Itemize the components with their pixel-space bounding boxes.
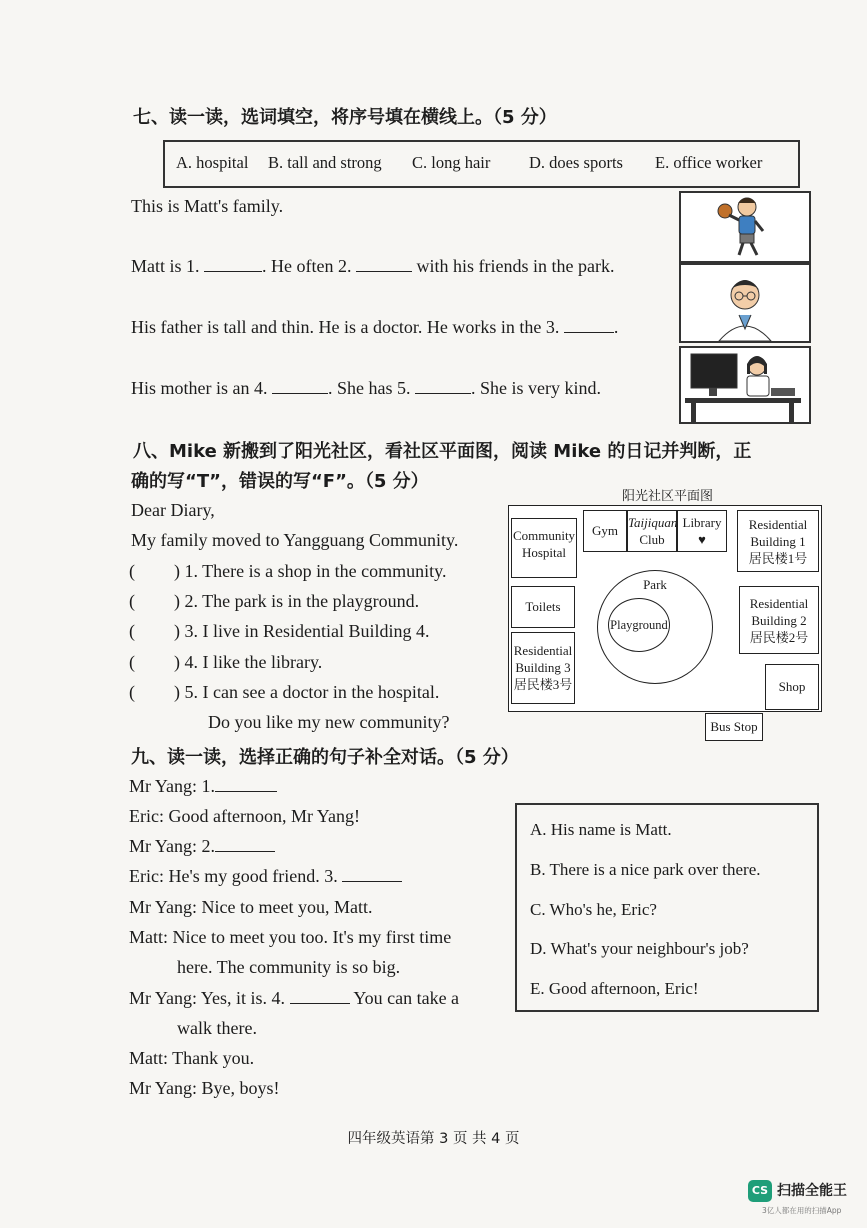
option-c: C. long hair — [412, 153, 491, 172]
option-d: D. does sports — [529, 153, 623, 172]
map-gym: Gym — [583, 510, 627, 552]
dialogue-line: Matt: Nice to meet you too. It's my first time — [129, 927, 452, 947]
boy-playing-ball-icon — [679, 191, 811, 263]
map-residential-building-3: Residential Building 3 居民楼3号 — [511, 632, 575, 704]
section9-title: 九、读一读，选择正确的句子补全对话。（5 分） — [131, 747, 519, 768]
dialogue-line: Mr Yang: Bye, boys! — [129, 1078, 280, 1098]
diary-greeting: Dear Diary, — [131, 500, 215, 520]
option-b: B. tall and strong — [268, 153, 382, 172]
dialogue-line: walk there. — [177, 1018, 257, 1038]
s7-line-1: This is Matt's family. — [131, 196, 284, 216]
community-map — [508, 505, 822, 712]
judge-item-text: ) 5. I can see a doctor in the hospital. — [174, 682, 440, 702]
answer-options-box — [515, 803, 819, 1012]
map-title: 阳光社区平面图 — [622, 489, 714, 504]
blank-5[interactable] — [415, 379, 471, 394]
option-e: E. office worker — [655, 153, 763, 172]
map-park: Park — [597, 570, 713, 684]
map-playground: Playground — [608, 598, 670, 652]
judge-item: ( — [129, 652, 135, 672]
map-shop: Shop — [765, 664, 819, 710]
answer-option-e: E. Good afternoon, Eric! — [530, 979, 699, 998]
map-taijiquan-club: Taijiquan Club — [627, 510, 677, 552]
dialogue-line: Eric: He's my good friend. 3. — [129, 866, 402, 887]
doctor-icon — [679, 263, 811, 343]
diary-closing: Do you like my new community? — [208, 712, 450, 732]
word-options-box — [163, 140, 800, 188]
judge-item: ( — [129, 682, 135, 702]
camscanner-name: 扫描全能王 — [777, 1183, 847, 1199]
camscanner-logo-icon: CS — [748, 1180, 772, 1202]
map-hospital: Community Hospital — [511, 518, 577, 578]
s7-line-4: His mother is an 4. . She has 5. . She is very kind. — [131, 378, 601, 398]
dialogue-line: Mr Yang: Nice to meet you, Matt. — [129, 897, 373, 917]
dialogue-blank-4[interactable] — [290, 989, 350, 1004]
page-footer: 四年级英语第 3 页 共 4 页 — [347, 1131, 520, 1147]
blank-2[interactable] — [356, 257, 412, 272]
s7-line-2: Matt is 1. . He often 2. with his friends in the park. — [131, 256, 615, 276]
judge-item-text: ) 4. I like the library. — [174, 652, 323, 672]
section7-title: 七、读一读，选词填空，将序号填在横线上。（5 分） — [133, 107, 557, 128]
judge-item-text: ) 1. There is a shop in the community. — [174, 561, 447, 581]
dialogue-blank-1[interactable] — [215, 777, 277, 792]
dialogue-line: Mr Yang: Yes, it is. 4. You can take a — [129, 988, 460, 1008]
map-toilets: Toilets — [511, 586, 575, 628]
map-library: Library ♥ — [677, 510, 727, 552]
blank-3[interactable] — [564, 318, 614, 333]
map-bus-stop: Bus Stop — [705, 713, 763, 741]
dialogue-blank-3[interactable] — [342, 867, 402, 882]
section8-title-line1: 八、Mike 新搬到了阳光社区，看社区平面图，阅读 Mike 的日记并判断，正 — [133, 441, 752, 462]
office-worker-icon — [679, 346, 811, 424]
blank-1[interactable] — [204, 257, 262, 272]
map-residential-building-2: Residential Building 2 居民楼2号 — [739, 586, 819, 654]
answer-option-c: C. Who's he, Eric? — [530, 900, 657, 919]
judge-item: ( — [129, 621, 135, 641]
diary-intro: My family moved to Yangguang Community. — [131, 530, 459, 550]
camscanner-tagline: 3亿人都在用的扫描App — [762, 1206, 842, 1215]
dialogue-line: Mr Yang: 1. — [129, 776, 277, 797]
dialogue-blank-2[interactable] — [215, 837, 275, 852]
judge-item: ( — [129, 591, 135, 611]
s7-line-3: His father is tall and thin. He is a doctor. He works in the 3. . — [131, 317, 619, 337]
section8-title-line2: 确的写“T”，错误的写“F”。（5 分） — [131, 471, 429, 492]
answer-option-b: B. There is a nice park over there. — [530, 860, 761, 879]
answer-option-d: D. What's your neighbour's job? — [530, 939, 749, 958]
dialogue-line: Matt: Thank you. — [129, 1048, 255, 1068]
map-residential-building-1: Residential Building 1 居民楼1号 — [737, 510, 819, 572]
judge-item: ( — [129, 561, 135, 581]
answer-option-a: A. His name is Matt. — [530, 820, 672, 839]
dialogue-line: Eric: Good afternoon, Mr Yang! — [129, 806, 360, 826]
blank-4[interactable] — [272, 379, 328, 394]
dialogue-line: Mr Yang: 2. — [129, 836, 275, 857]
judge-item-text: ) 3. I live in Residential Building 4. — [174, 621, 430, 641]
judge-item-text: ) 2. The park is in the playground. — [174, 591, 420, 611]
heart-icon: ♥ — [698, 532, 706, 547]
option-a: A. hospital — [176, 153, 249, 172]
dialogue-line: here. The community is so big. — [177, 957, 401, 977]
